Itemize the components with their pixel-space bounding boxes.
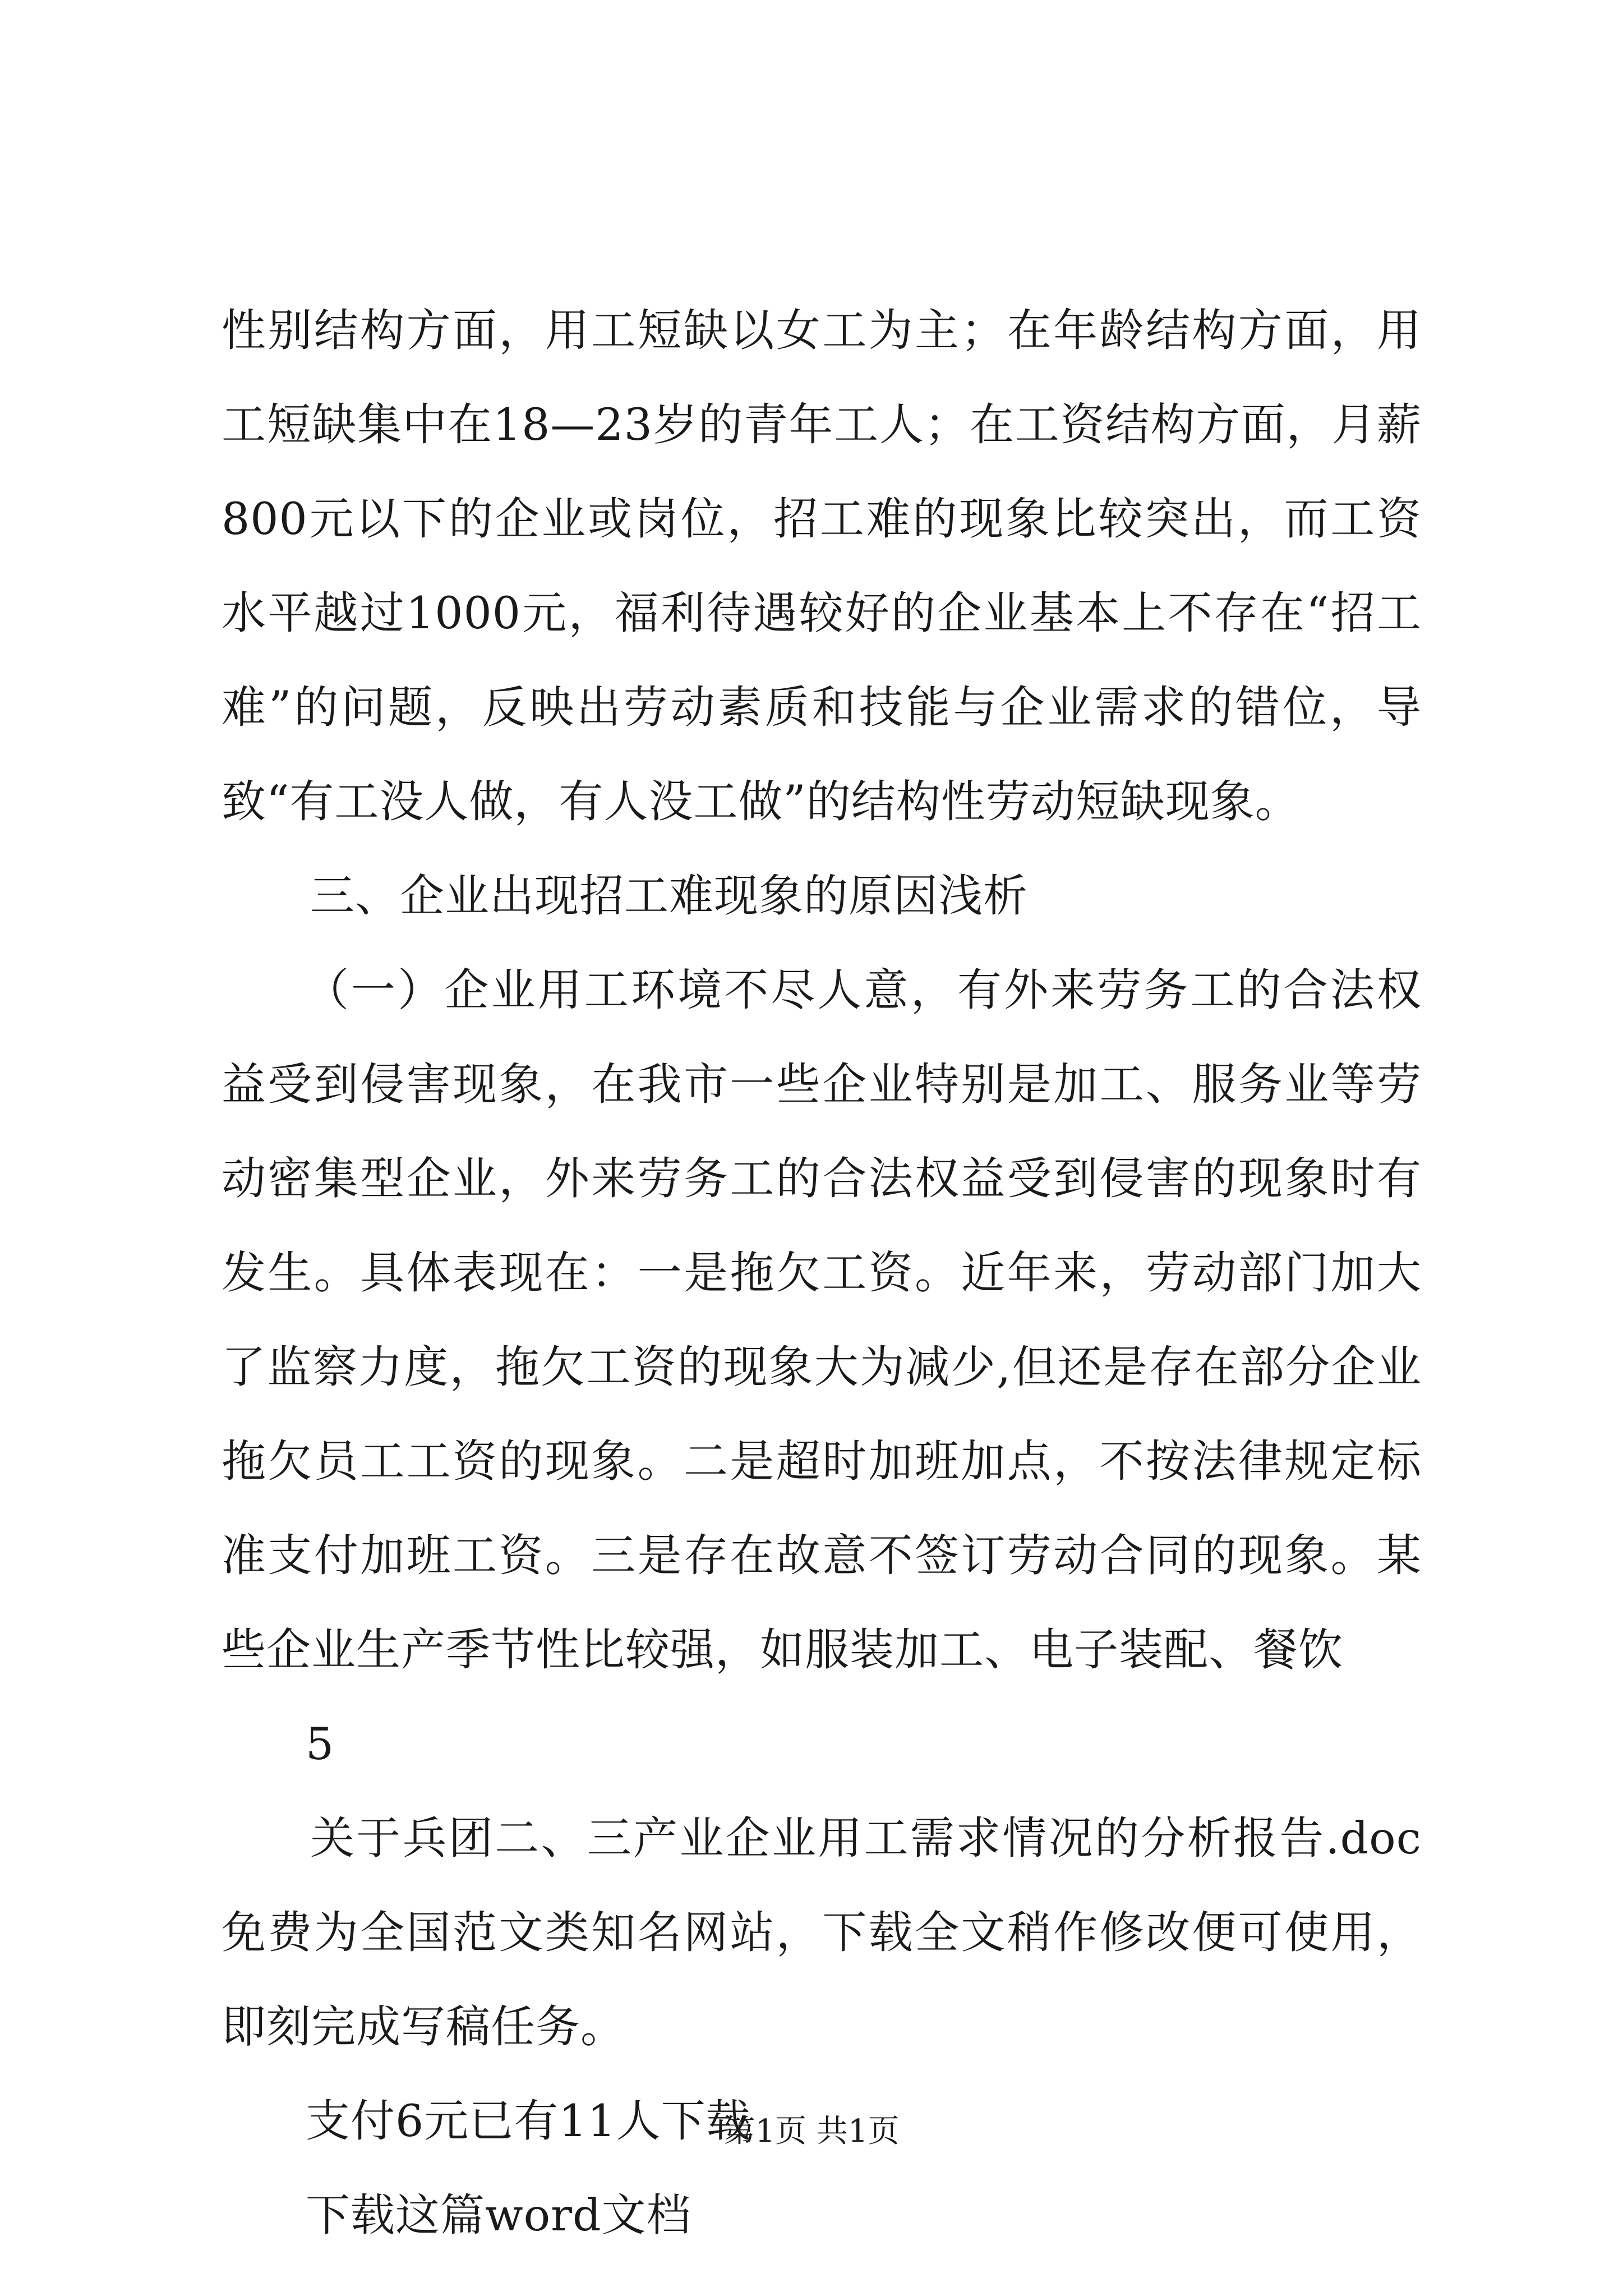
download-word-link[interactable]: 下载这篇word文档 [306, 2189, 691, 2241]
paragraph-structure-shortage: 性别结构方面，用工短缺以女工为主；在年龄结构方面，用工短缺集中在18—23岁的青年工人；在工资结构方面，月薪800元以下的企业或岗位，招工难的现象比较突出，而工资水平越过1000元，福利待遇较好的企业基本上不存在“招工难”的问题，反映出劳动素质和技能与企业需求的错位，导致“有工没人做，有人没工做”的结构性劳动短缺现象。 [222, 305, 1422, 827]
page-number-inline: 5 [306, 1718, 335, 1770]
page-footer: 第1页 共1页 [723, 2113, 900, 2150]
document-body [222, 283, 1422, 2262]
section-heading-causes: 三、企业出现招工难现象的原因浅析 [310, 870, 1028, 922]
paragraph-employment-environment: （一）企业用工环境不尽人意，有外来劳务工的合法权益受到侵害现象，在我市一些企业特别是加工、服务业等劳动密集型企业，外来劳务工的合法权益受到侵害的现象时有发生。具体表现在：一是拖欠工资。近年来，劳动部门加大了监察力度，拖欠工资的现象大为减少,但还是存在部分企业拖欠员工工资的现象。二是超时加班加点，不按法律规定标准支付加班工资。三是存在故意不签订劳动合同的现象。某些企业生产季节性比较强，如服装加工、电子装配、餐饮 [222, 964, 1422, 1676]
download-price-info[interactable]: 支付6元已有11人下载 [306, 2095, 751, 2147]
download-description: 关于兵团二、三产业企业用工需求情况的分析报告.doc免费为全国范文类知名网站，下载全文稍作修改便可使用，即刻完成写稿任务。 [222, 1812, 1422, 2053]
